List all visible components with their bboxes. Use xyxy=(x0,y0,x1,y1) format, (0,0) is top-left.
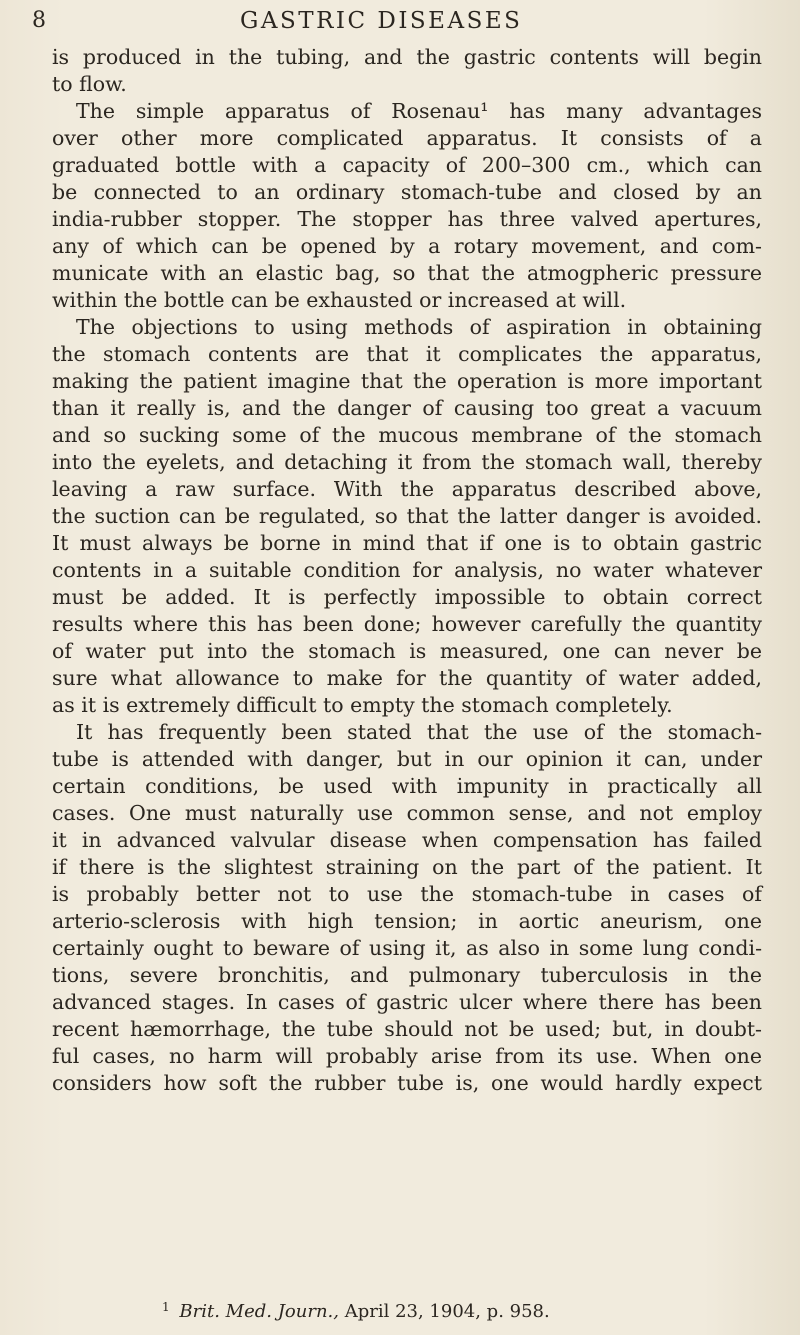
text-line: making the patient imagine that the operation is more important xyxy=(52,369,762,393)
text-line: advanced stages. In cases of gastric ulcer where there has been xyxy=(52,990,762,1014)
text-line: certain conditions, be used with impunity in practically all xyxy=(52,774,762,798)
text-line: It has frequently been stated that the use of the stomach- xyxy=(76,720,762,744)
footnote-citation: April 23, 1904, p. 958. xyxy=(344,1301,550,1322)
page-number: 8 xyxy=(32,8,47,33)
text-line: than it really is, and the danger of causing too great a vacuum xyxy=(52,396,762,420)
text-line: results where this has been done; however carefully the quantity xyxy=(52,612,762,636)
text-line: cases. One must naturally use common sense, and not employ xyxy=(52,801,762,825)
text-line: into the eyelets, and detaching it from the stomach wall, thereby xyxy=(52,450,762,474)
text-line: it in advanced valvular disease when compensation has failed xyxy=(52,828,762,852)
text-line: is produced in the tubing, and the gastric contents will begin xyxy=(52,45,762,69)
text-line: over other more complicated apparatus. It consists of a xyxy=(52,126,762,150)
text-line: tube is attended with danger, but in our opinion it can, under xyxy=(52,747,762,771)
text-line: any of which can be opened by a rotary movement, and com- xyxy=(52,234,762,258)
text-line: The simple apparatus of Rosenau¹ has many advantages xyxy=(76,99,762,123)
running-head: GASTRIC DISEASES xyxy=(240,8,523,34)
text-line: to flow. xyxy=(52,72,127,96)
text-line: the suction can be regulated, so that the latter danger is avoided. xyxy=(52,504,762,528)
text-line: tions, severe bronchitis, and pulmonary tuberculosis in the xyxy=(52,963,762,987)
text-line: must be added. It is perfectly impossible to obtain correct xyxy=(52,585,762,609)
text-line: if there is the slightest straining on the part of the patient. It xyxy=(52,855,762,879)
text-line: within the bottle can be exhausted or increased at will. xyxy=(52,288,627,312)
body-text xyxy=(52,44,762,1097)
text-line: india-rubber stopper. The stopper has three valved apertures, xyxy=(52,207,762,231)
text-line: arterio-sclerosis with high tension; in aortic aneurism, one xyxy=(52,909,762,933)
text-line: municate with an elastic bag, so that the atmogpheric pressure xyxy=(52,261,762,285)
text-line: It must always be borne in mind that if one is to obtain gastric xyxy=(52,531,762,555)
footnote xyxy=(52,1296,762,1323)
text-line: be connected to an ordinary stomach-tube and closed by an xyxy=(52,180,762,204)
text-line: and so sucking some of the mucous membrane of the stomach xyxy=(52,423,762,447)
text-line: contents in a suitable condition for analysis, no water whatever xyxy=(52,558,762,582)
text-line: The objections to using methods of aspiration in obtaining xyxy=(76,315,762,339)
text-line: leaving a raw surface. With the apparatus described above, xyxy=(52,477,762,501)
text-line: is probably better not to use the stomach-tube in cases of xyxy=(52,882,762,906)
text-line: as it is extremely difficult to empty the stomach completely. xyxy=(52,693,673,717)
text-line: certainly ought to beware of using it, as also in some lung condi- xyxy=(52,936,762,960)
text-line: the stomach contents are that it complicates the apparatus, xyxy=(52,342,762,366)
text-line: recent hæmorrhage, the tube should not be used; but, in doubt- xyxy=(52,1017,762,1041)
text-line: of water put into the stomach is measured, one can never be xyxy=(52,639,762,663)
text-line: graduated bottle with a capacity of 200–300 cm., which can xyxy=(52,153,762,177)
page-header xyxy=(0,4,800,38)
text-line: sure what allowance to make for the quantity of water added, xyxy=(52,666,762,690)
footnote-marker: 1 xyxy=(162,1300,170,1314)
text-line: ful cases, no harm will probably arise from its use. When one xyxy=(52,1044,762,1068)
text-line: considers how soft the rubber tube is, one would hardly expect xyxy=(52,1071,762,1095)
footnote-source: Brit. Med. Journ., xyxy=(179,1301,339,1322)
